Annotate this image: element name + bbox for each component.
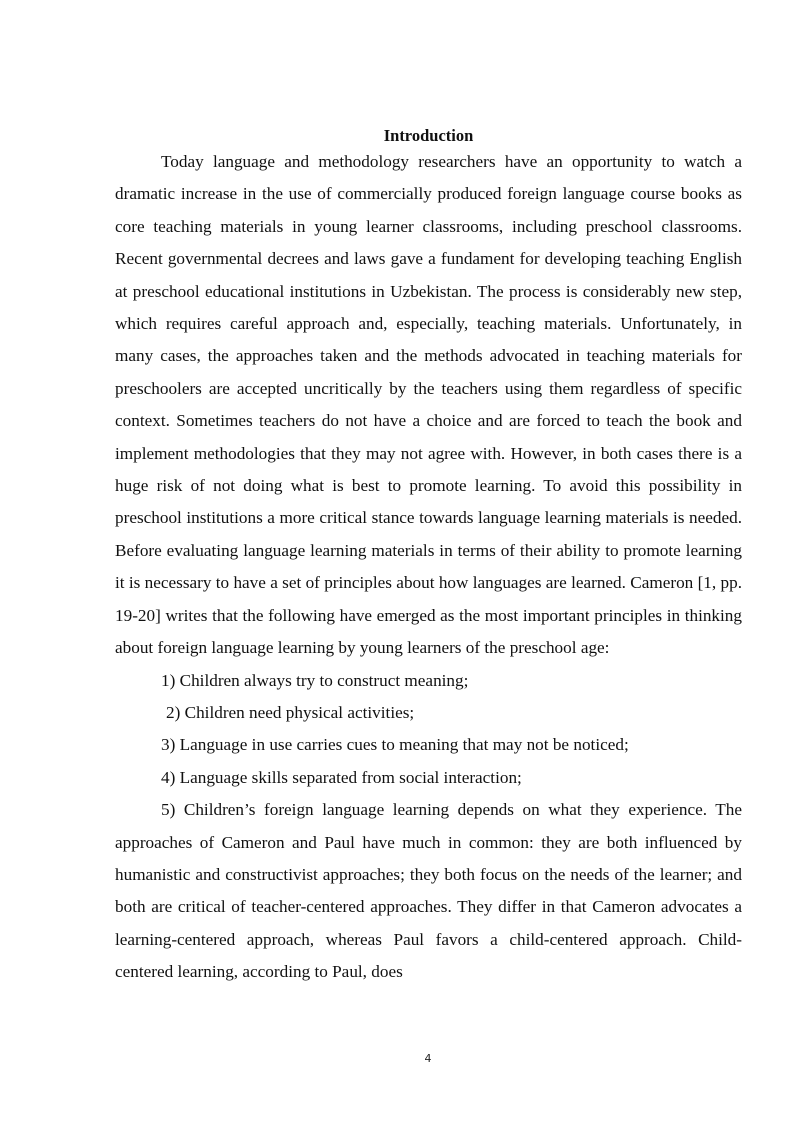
page-number: 4 [424,1052,432,1065]
principle-item-5-paragraph: 5) Children’s foreign language learning depends on what they experience. The approaches of Cameron and Paul have much in common: they are both influenced by humanistic and constructivist approaches; they both focus on the needs of the learner; and both are critical of teacher-centered approaches. They differ in that Cameron advocates a learning-centered approach, whereas Paul favors a child-centered approach. Child-centered learning, according to Paul, does [115,800,742,982]
page-body [115,126,742,989]
principle-item-2: 2) Children need physical activities; [166,702,415,722]
section-title: Introduction [383,126,474,145]
principle-item-3: 3) Language in use carries cues to meaning that may not be noticed; [161,735,629,755]
principle-item-1: 1) Children always try to construct meaning; [161,670,469,690]
intro-paragraph: Today language and methodology researchers have an opportunity to watch a dramatic increase in the use of commercially produced foreign language course books as core teaching materials in young learner classrooms, including preschool classrooms. Recent governmental decrees and laws gave a fundament for developing teaching English at preschool educational institutions in Uzbekistan. The process is considerably new step, which requires careful approach and, especially, teaching materials. Unfortunately, in many cases, the approaches taken and the methods advocated in teaching materials for preschoolers are accepted uncritically by the teachers using them regardless of specific context. Sometimes teachers do not have a choice and are forced to teach the book and implement methodologies that they may not agree with. However, in both cases there is a huge risk of not doing what is best to promote learning. To avoid this possibility in preschool institutions a more critical stance towards language learning materials is needed. Before evaluating language learning materials in terms of their ability to promote learning it is necessary to have a set of principles about how languages are learned. Cameron [1, pp. 19-20] writes that the following have emerged as the most important principles in thinking about foreign language learning by young learners of the preschool age: [115,152,742,658]
principle-item-4: 4) Language skills separated from social interaction; [161,767,522,787]
